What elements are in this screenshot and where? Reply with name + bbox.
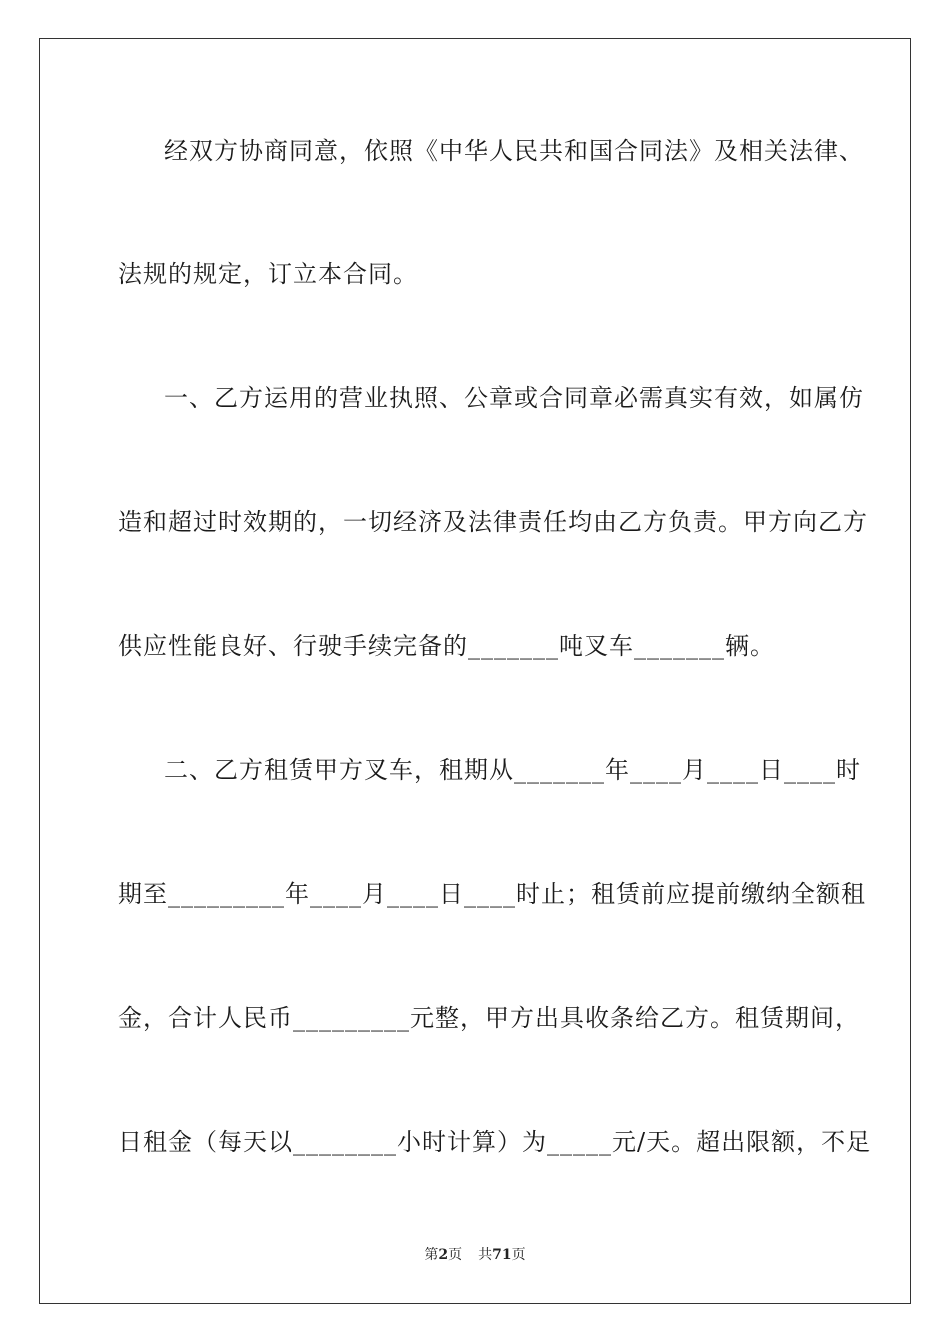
page-unit: 页: [448, 1247, 463, 1263]
page-prefix: 第: [424, 1247, 439, 1263]
paragraph-line-5: 供应性能良好、行驶手续完备的_______吨叉车_______辆。: [118, 632, 775, 660]
paragraph-line-6: 二、乙方租赁甲方叉车，租期从_______年____月____日____时: [164, 756, 861, 784]
page-border: [39, 38, 911, 1304]
current-page-number: 2: [438, 1247, 449, 1263]
total-unit: 页: [511, 1247, 526, 1263]
page-footer: [0, 1246, 950, 1264]
paragraph-line-4: 造和超过时效期的，一切经济及法律责任均由乙方负责。甲方向乙方: [118, 508, 868, 536]
paragraph-line-1: 经双方协商同意，依照《中华人民共和国合同法》及相关法律、: [164, 137, 864, 165]
total-prefix: 共: [478, 1247, 493, 1263]
paragraph-line-7: 期至_________年____月____日____时止；租赁前应提前缴纳全额租: [118, 880, 866, 908]
total-page-count: 71: [492, 1247, 512, 1263]
paragraph-line-3: 一、乙方运用的营业执照、公章或合同章必需真实有效，如属仿: [164, 384, 864, 412]
paragraph-line-2: 法规的规定，订立本合同。: [118, 260, 418, 288]
paragraph-line-9: 日租金（每天以________小时计算）为_____元/天。超出限额，不足: [118, 1128, 872, 1156]
paragraph-line-8: 金，合计人民币_________元整，甲方出具收条给乙方。租赁期间，: [118, 1004, 860, 1032]
